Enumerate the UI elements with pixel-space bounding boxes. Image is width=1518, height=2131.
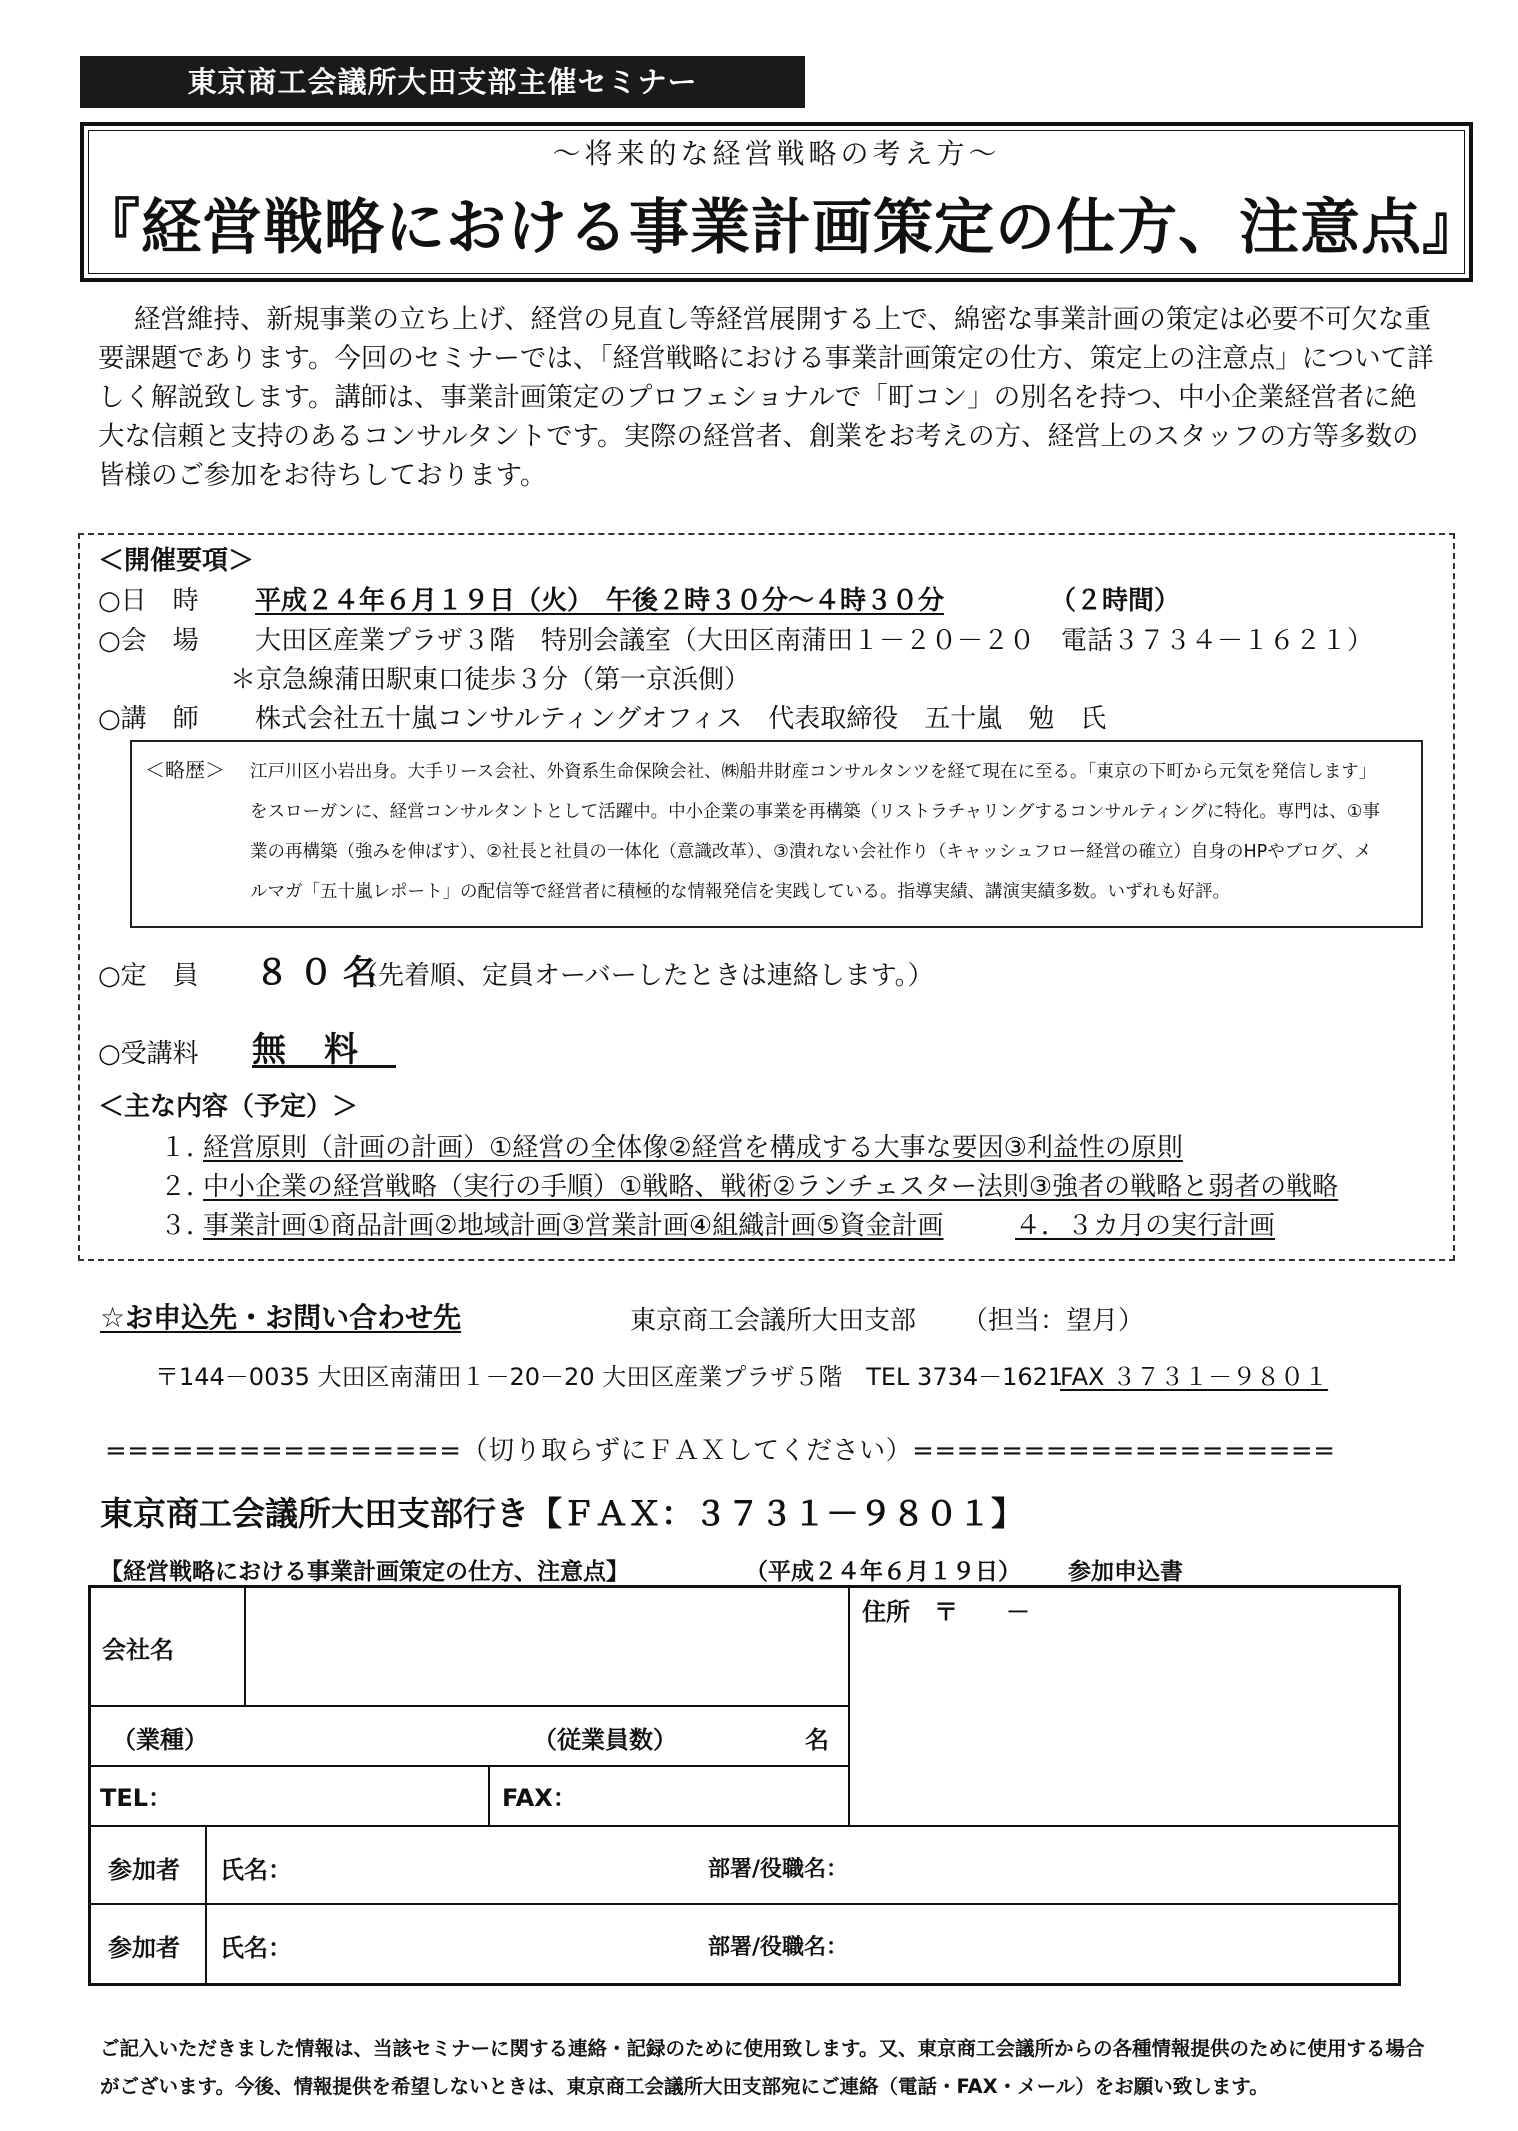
bio-line: をスローガンに、経営コンサルタントとして活躍中。中小企業の事業を再構築（リストラチャリングするコンサルティングに特化。専門は、①事 xyxy=(250,802,1380,822)
participant-dept-label: 部署/役職名： xyxy=(708,1857,849,1882)
bio-text xyxy=(250,752,1405,912)
participant-label: 参加者 xyxy=(108,1934,180,1962)
employees-label: （従業員数） xyxy=(533,1726,677,1754)
fee-value: 無料 xyxy=(252,1030,396,1070)
company-label: 会社名 xyxy=(102,1636,174,1664)
bio-line: 業の再構築（強みを伸ばす）、②社長と社員の一体化（意識改革）、③潰れない会社作り（キャッシュフロー経営の確立）自身のHPやブログ、メ xyxy=(250,842,1372,862)
details-heading: ＜開催要項＞ xyxy=(98,546,255,576)
address-field[interactable] xyxy=(852,1630,1396,1822)
venue-value: 大田区産業プラザ３階 特別会議室（大田区南蒲田１－２０－２０ 電話３７３４－１６２１） xyxy=(255,626,1374,656)
form-border-right xyxy=(1398,1585,1401,1985)
address-label: 住所 〒 － xyxy=(862,1598,1030,1626)
contact-fax: FAX ３７３１－９８０１ xyxy=(1060,1363,1329,1391)
contact-heading: ☆お申込先・お問い合わせ先 xyxy=(100,1301,462,1334)
form-row-line xyxy=(88,1825,1401,1827)
participant-dept-field[interactable] xyxy=(870,1830,1395,1900)
intro-paragraph: 経営維持、新規事業の立ち上げ、経営の見直し等経営展開する上で、綿密な事業計画の策定は必要不可欠な重要課題であります。今回のセミナーでは、「経営戦略における事業計画策定の仕方、策定上の注意点」について詳しく解説致します。講師は、事業計画策定のプロフェショナルで「町コン」の別名を持つ、中小企業経営者に絶大な信頼と支持のあるコンサルタントです。実際の経営者、創業をお考えの方、経営上のスタッフの方等多数の皆様のご参加をお待ちしております。 xyxy=(98,304,1434,491)
participant-dept-field[interactable] xyxy=(870,1908,1395,1980)
content-item: 中小企業の経営戦略（実行の手順）①戦略、戦術②ランチェスター法則③強者の戦略と弱者の戦略 xyxy=(203,1172,1339,1202)
fax-field[interactable] xyxy=(570,1768,845,1823)
content-item-num: ３． xyxy=(160,1211,213,1241)
content-item: 経営原則（計画の計画）①経営の全体像②経営を構成する大事な要因③利益性の原則 xyxy=(203,1133,1183,1163)
form-row-line xyxy=(88,1705,850,1707)
form-divider-company xyxy=(244,1585,246,1705)
form-caption-title: 【経営戦略における事業計画策定の仕方、注意点】 xyxy=(100,1559,629,1585)
lecturer-label: ○講 師 xyxy=(98,704,199,734)
subtitle: ～将来的な経営戦略の考え方～ xyxy=(552,137,1001,170)
participant-label: 参加者 xyxy=(108,1856,180,1884)
participant-name-label: 氏名： xyxy=(220,1856,292,1884)
venue-label: ○会 場 xyxy=(98,626,199,656)
contact-org: 東京商工会議所大田支部 xyxy=(630,1306,917,1336)
privacy-notice: ご記入いただきました情報は、当該セミナーに関する連絡・記録のために使用致します。又、東京商工会議所からの各種情報提供のために使用する場合がございます。今後、情報提供を希望しないときは、東京商工会議所大田支部宛にご連絡（電話・FAX・メール）をお願い致します。 xyxy=(100,2037,1425,2098)
capacity-note: （先着順、定員オーバーしたときは連絡します。） xyxy=(352,961,934,991)
form-border-bottom xyxy=(88,1983,1401,1986)
datetime-label: ○日 時 xyxy=(98,586,199,616)
cut-line: ================（切り取らずにＦＡＸしてください）=================== xyxy=(105,1436,1336,1466)
form-caption-date: （平成２４年６月１９日） xyxy=(745,1559,1021,1585)
tel-label: TEL： xyxy=(100,1784,173,1812)
company-field[interactable] xyxy=(248,1590,844,1702)
datetime-value: 平成２４年６月１９日（火） 午後２時３０分～４時３０分 xyxy=(255,586,945,616)
content-item-extra: ４．３カ月の実行計画 xyxy=(1015,1211,1276,1241)
capacity-number: ８０名 xyxy=(255,953,387,993)
fax-destination: 東京商工会議所大田支部行き【ＦＡＸ：３７３１－９８０１】 xyxy=(100,1494,1024,1533)
participant-dept-label: 部署/役職名： xyxy=(708,1935,849,1960)
participant-name-field[interactable] xyxy=(300,1830,700,1900)
employees-unit: 名 xyxy=(805,1726,829,1754)
form-divider-participant xyxy=(205,1825,207,1985)
form-row-line xyxy=(88,1903,1401,1905)
form-row-line xyxy=(88,1765,850,1767)
form-divider-fax xyxy=(488,1765,490,1825)
form-border-top xyxy=(88,1585,1400,1588)
lecturer-value: 株式会社五十嵐コンサルティングオフィス 代表取締役 五十嵐 勉 氏 xyxy=(255,704,1107,734)
seminar-banner: 東京商工会議所大田支部主催セミナー xyxy=(80,56,805,108)
contact-person: （担当：望月） xyxy=(962,1306,1145,1336)
page-title: 『経営戦略における事業計画策定の仕方、注意点』 xyxy=(80,193,1483,263)
industry-label: （業種） xyxy=(112,1726,208,1754)
contact-address: 〒144－0035 大田区南蒲田１－20－20 大田区産業プラザ５階 TEL 3734－1621 xyxy=(155,1363,1064,1391)
content-item-num: ２． xyxy=(160,1172,213,1202)
participant-name-label: 氏名： xyxy=(220,1934,292,1962)
bio-line: 江戸川区小岩出身。大手リース会社、外資系生命保険会社、㈱船井財産コンサルタンツを経て現在に至る。「東京の下町から元気を発信します」 xyxy=(250,762,1377,782)
datetime-note: （２時間） xyxy=(1050,586,1181,616)
contents-heading: ＜主な内容（予定）＞ xyxy=(98,1092,359,1122)
content-item-num: １． xyxy=(160,1133,213,1163)
tel-field[interactable] xyxy=(160,1768,485,1823)
content-item: 事業計画①商品計画②地域計画③営業計画④組織計画⑤資金計画 xyxy=(203,1211,944,1241)
fee-label: ○受講料 xyxy=(98,1039,199,1069)
bio-line: ルマガ「五十嵐レポート」の配信等で経営者に積極的な情報発信を実践している。指導実績、講演実績多数。いずれも好評。 xyxy=(250,882,1230,902)
participant-name-field[interactable] xyxy=(300,1908,700,1980)
form-caption-doc: 参加申込書 xyxy=(1068,1559,1183,1585)
capacity-label: ○定 員 xyxy=(98,961,199,991)
fax-label: FAX： xyxy=(502,1784,577,1812)
bio-label: ＜略歴＞ xyxy=(145,758,225,782)
venue-access: ＊京急線蒲田駅東口徒歩３分（第一京浜側） xyxy=(230,665,751,695)
form-border-left xyxy=(88,1585,91,1985)
